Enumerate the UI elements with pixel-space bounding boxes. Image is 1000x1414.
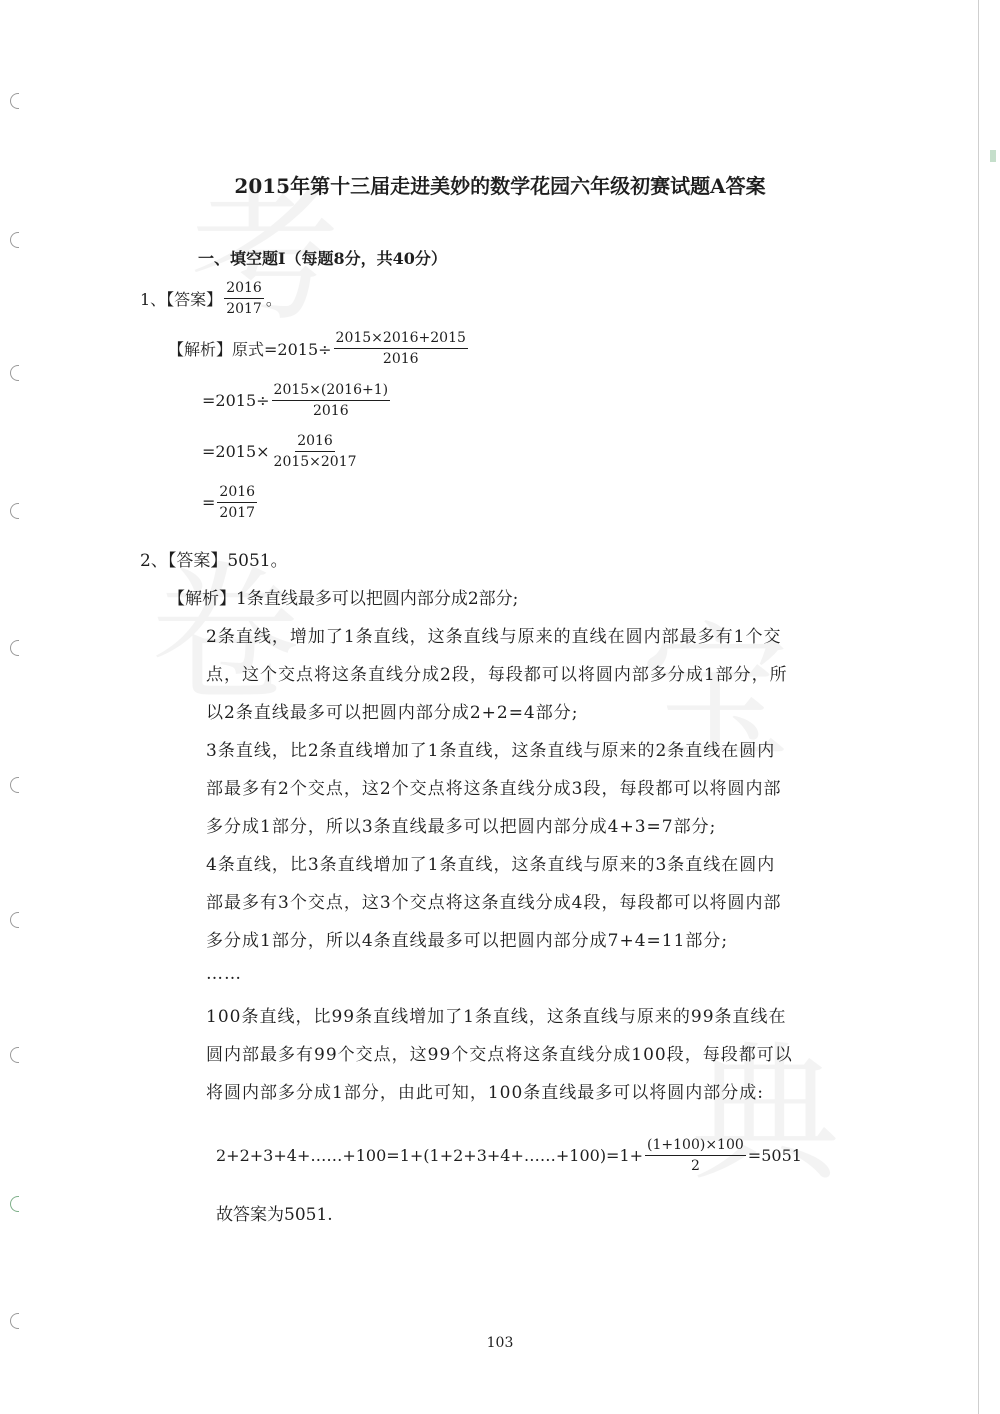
fraction-denominator: 2: [690, 1158, 700, 1174]
page-number: 103: [486, 1335, 514, 1351]
q1-analysis-step-1: [168, 330, 470, 367]
q1-analysis-step-4: [202, 484, 259, 521]
binding-hole: [10, 503, 19, 519]
q2-explanation-line: ……: [206, 964, 242, 984]
q2-explanation-line: 圆内部最多有99个交点，这99个交点将这条直线分成100段，每段都可以: [206, 1045, 793, 1065]
q2-explanation-line: 多分成1部分，所以3条直线最多可以把圆内部分成4+3=7部分;: [206, 817, 717, 837]
q1-answer: [140, 280, 282, 317]
fraction-numerator: 2016: [224, 280, 264, 299]
q1-analysis-step-3: [202, 433, 361, 470]
q2-explanation-line: 部最多有3个交点，这3个交点将这条直线分成4段，每段都可以将圆内部: [206, 893, 782, 913]
binding-hole: [10, 640, 19, 656]
q2-formula: [216, 1137, 802, 1174]
fraction-numerator: 2015×2016+2015: [334, 330, 468, 349]
fraction-numerator: 2016: [217, 484, 257, 503]
q2-formula-fraction: [645, 1137, 746, 1174]
section-heading: 一、填空题Ⅰ（每题8分，共40分）: [198, 249, 447, 268]
fraction-numerator: 2015×(2016+1): [272, 382, 391, 401]
fraction-numerator: (1+100)×100: [645, 1137, 746, 1156]
q2-analysis: 【解析】1条直线最多可以把圆内部分成2部分;: [168, 589, 519, 609]
q2-explanation-line: 多分成1部分，所以4条直线最多可以把圆内部分成7+4=11部分;: [206, 931, 729, 951]
binding-hole: [10, 1047, 19, 1063]
binding-hole: [10, 777, 19, 793]
q2-formula-suffix: =5051: [747, 1146, 802, 1165]
q1-step3-fraction: [272, 433, 359, 470]
q1-analysis-step-2: [202, 382, 392, 419]
q2-explanation-line: 2条直线，增加了1条直线，这条直线与原来的直线在圆内部最多有1个交: [206, 627, 782, 647]
fraction-denominator: 2015×2017: [273, 454, 357, 470]
q1-answer-label: 1、【答案】: [140, 290, 223, 309]
q1-step2-fraction: [272, 382, 391, 419]
q2-explanation-line: 点，这个交点将这条直线分成2段，每段都可以将圆内部多分成1部分，所: [206, 665, 788, 685]
fraction-denominator: 2016: [312, 403, 349, 419]
binding-hole: [10, 232, 19, 248]
q2-formula-prefix: 2+2+3+4+……+100=1+(1+2+3+4+……+100)=1+: [216, 1146, 644, 1165]
fraction-denominator: 2017: [226, 301, 262, 317]
q1-step1-fraction: [334, 330, 468, 367]
q2-explanation-line: 100条直线，比99条直线增加了1条直线，这条直线与原来的99条直线在: [206, 1007, 787, 1027]
q1-answer-fraction: [224, 280, 264, 317]
scan-edge-line: [978, 0, 979, 1414]
binding-hole: [10, 93, 19, 109]
q2-explanation-line: 将圆内部多分成1部分，由此可知，100条直线最多可以将圆内部分成:: [206, 1083, 764, 1103]
binding-hole: [10, 365, 19, 381]
q1-step2-prefix: =2015÷: [202, 391, 270, 410]
scan-edge-mark: [990, 150, 996, 162]
q1-step4-fraction: [217, 484, 257, 521]
fraction-denominator: 2016: [382, 351, 419, 367]
binding-hole: [10, 1196, 19, 1212]
q2-explanation-line: 3条直线，比2条直线增加了1条直线，这条直线与原来的2条直线在圆内: [206, 741, 776, 761]
q1-step4-prefix: =: [202, 493, 216, 512]
q2-explanation-line: 部最多有2个交点，这2个交点将这条直线分成3段，每段都可以将圆内部: [206, 779, 782, 799]
q1-step3-prefix: =2015×: [202, 442, 270, 461]
q1-answer-end: 。: [265, 290, 282, 309]
q2-conclusion: 故答案为5051.: [216, 1205, 333, 1225]
fraction-numerator: 2016: [295, 433, 335, 452]
page-title: 2015年第十三届走进美妙的数学花园六年级初赛试题A答案: [234, 174, 766, 198]
binding-hole: [10, 912, 19, 928]
binding-hole: [10, 1313, 19, 1329]
fraction-denominator: 2017: [219, 505, 256, 521]
q2-explanation-line: 以2条直线最多可以把圆内部分成2+2=4部分;: [206, 703, 579, 723]
q1-analysis-label: 【解析】原式=2015÷: [168, 340, 332, 359]
q2-explanation-line: 4条直线，比3条直线增加了1条直线，这条直线与原来的3条直线在圆内: [206, 855, 776, 875]
q2-answer: 2、【答案】5051。: [140, 551, 288, 571]
